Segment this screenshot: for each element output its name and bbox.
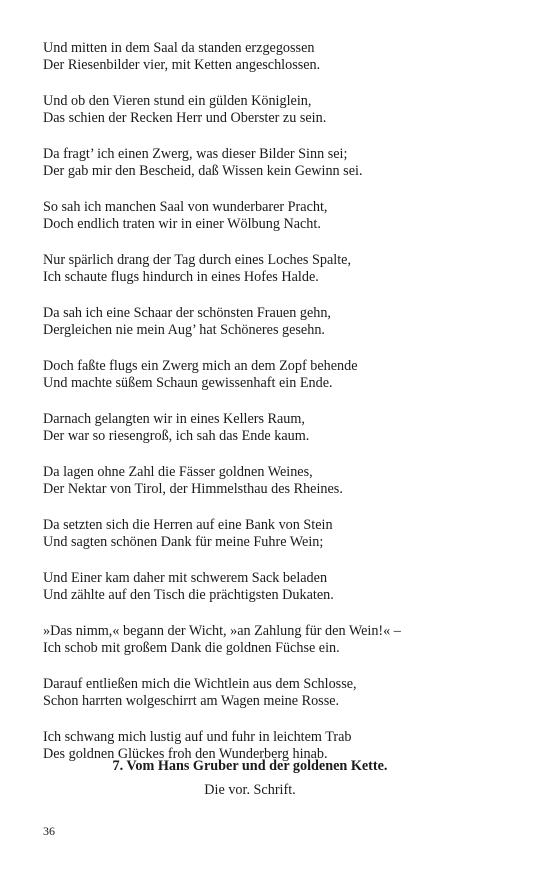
stanza: [43, 40, 513, 74]
verse-line: Da setzten sich die Herren auf eine Bank von Stein: [43, 517, 333, 533]
chapter-heading: 7. Vom Hans Gruber und der goldenen Kette.: [112, 758, 388, 774]
verse-line: Der Nektar von Tirol, der Himmelsthau des Rheines.: [43, 481, 343, 497]
verse-line: Und sagten schönen Dank für meine Fuhre Wein;: [43, 534, 324, 550]
verse-line: Da fragt’ ich einen Zwerg, was dieser Bilder Sinn sei;: [43, 146, 348, 162]
source-note: Die vor. Schrift.: [204, 782, 296, 798]
verse-line: Da lagen ohne Zahl die Fässer goldnen Weines,: [43, 464, 313, 480]
verse-line: »Das nimm,« begann der Wicht, »an Zahlung für den Wein!« –: [43, 623, 401, 639]
stanza: [43, 623, 513, 657]
verse-line: Und machte süßem Schaun gewissenhaft ein Ende.: [43, 375, 333, 391]
verse-line: Nur spärlich drang der Tag durch eines Loches Spalte,: [43, 252, 352, 268]
verse-line: Darauf entließen mich die Wichtlein aus dem Schlosse,: [43, 676, 357, 692]
verse-line: Schon harrten wolgeschirrt am Wagen meine Rosse.: [43, 693, 340, 709]
verse-line: Und ob den Vieren stund ein gülden Königlein,: [43, 93, 312, 109]
stanza: [43, 570, 513, 604]
verse-line: Und Einer kam daher mit schwerem Sack beladen: [43, 570, 328, 586]
stanza: [43, 411, 513, 445]
verse-line: Ich schob mit großem Dank die goldnen Füchse ein.: [43, 640, 340, 656]
stanza: [43, 252, 513, 286]
verse-line: Der war so riesengroß, ich sah das Ende kaum.: [43, 428, 310, 444]
stanza: [43, 93, 513, 127]
verse-line: Da sah ich eine Schaar der schönsten Frauen gehn,: [43, 305, 331, 321]
verse-line: Der gab mir den Bescheid, daß Wissen kein Gewinn sei.: [43, 163, 363, 179]
verse-line: Darnach gelangten wir in eines Kellers Raum,: [43, 411, 305, 427]
verse-line: So sah ich manchen Saal von wunderbarer Pracht,: [43, 199, 328, 215]
stanza: [43, 358, 513, 392]
verse-line: Ich schwang mich lustig auf und fuhr in leichtem Trab: [43, 729, 352, 745]
verse-line: Und zählte auf den Tisch die prächtigsten Dukaten.: [43, 587, 334, 603]
stanza: [43, 676, 513, 710]
stanza: [43, 464, 513, 498]
page-number: 36: [43, 824, 55, 838]
verse-line: Der Riesenbilder vier, mit Ketten angeschlossen.: [43, 57, 321, 73]
verse-line: Ich schaute flugs hindurch in eines Hofes Halde.: [43, 269, 319, 285]
verse-line: Und mitten in dem Saal da standen erzgegossen: [43, 40, 315, 56]
verse-line: Doch endlich traten wir in einer Wölbung Nacht.: [43, 216, 321, 232]
stanza: [43, 199, 513, 233]
verse-line: Doch faßte flugs ein Zwerg mich an dem Zopf behende: [43, 358, 358, 374]
poem-body: [43, 40, 513, 782]
verse-line: Das schien der Recken Herr und Oberster zu sein.: [43, 110, 327, 126]
stanza: [43, 517, 513, 551]
stanza: [43, 146, 513, 180]
verse-line: Dergleichen nie mein Aug’ hat Schöneres gesehn.: [43, 322, 325, 338]
stanza: [43, 305, 513, 339]
verse-line: Des goldnen Glückes froh den Wunderberg hinab.: [43, 746, 328, 762]
